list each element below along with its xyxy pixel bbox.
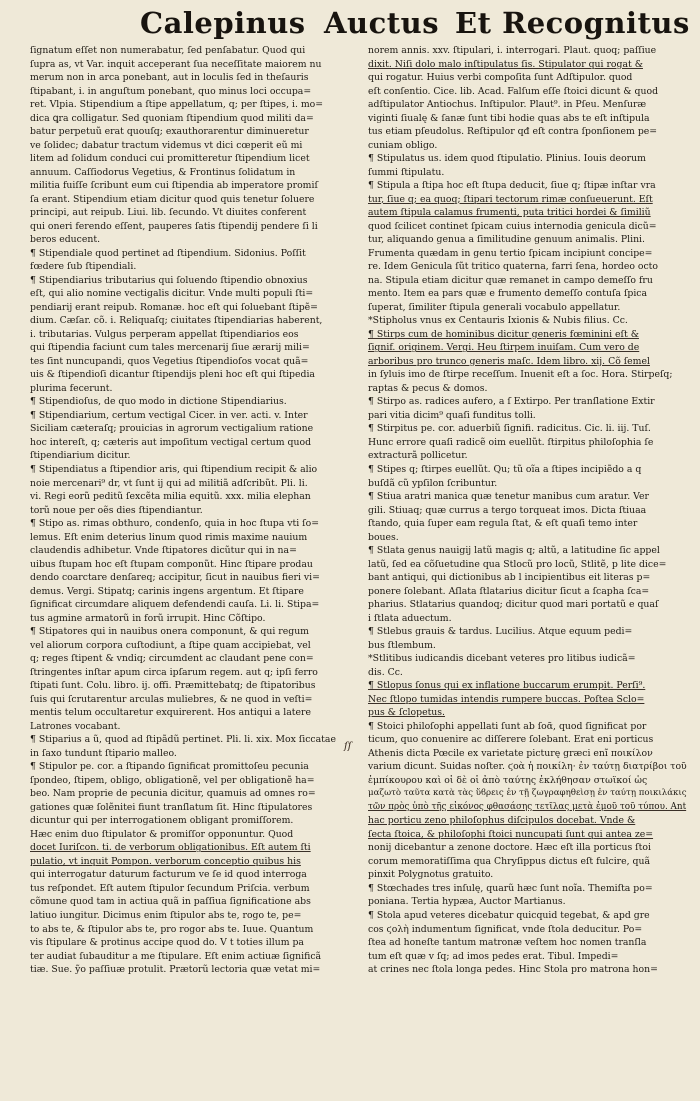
text-line: Hunc errore quaſi radicẽ oim euellũt. ſtirpitus philoſophia ſe [368, 436, 654, 448]
text-line: qui oneri ferendo eſſent, pauperes ſatis ſtipendij pendere ſi li [30, 220, 318, 232]
text-line: ¶ Stirps cum de hominibus dicitur generis fœminini eſt & [368, 328, 639, 340]
text-line: ¶ Stipendiarium, certum vectigal Cicer. in ver. acti. v. Inter [30, 409, 308, 421]
text-line: extracturã pollicetur. [368, 450, 468, 462]
text-line: ¶ Stirpo as. radices aufero, a ſ Extirpo. Per tranſlatione Extir [368, 396, 655, 408]
text-line: litem ad ſolidum conduci cui promitteretur ſtipendium licet [30, 153, 310, 165]
text-line: demus. Vergi. Stipatq; carinis ingens argentum. Et ſtipare [30, 585, 304, 597]
text-line: ſuperat, ſimiliter ſtipula generali vocabulo appellatur. [368, 301, 621, 313]
text-line: ſtipabant, i. in anguſtum ponebant, quo minus loci occupa= [30, 85, 312, 97]
text-line: dicuntur qui per interrogationem obligant promiſſorem. [30, 815, 294, 827]
text-line: tur, aliquando genua a ſimilitudine genuum animalis. Plini. [368, 234, 645, 246]
text-line: ¶ Stipulor pe. cor. a ſtipando ſignificat promittoſeu pecunia [30, 761, 309, 773]
text-line: na. Stipula etiam dicitur quæ remanet in campo demeſſo fru [368, 274, 653, 286]
text-line: poniana. Tertia hypæa, Auctor Martianus. [368, 896, 566, 908]
text-line: ἐμπίκουρου καὶ οἱ δὲ οἱ ἀπὸ ταύτης ἐκλήθησαν στωϊκοί ὡς [368, 774, 648, 786]
text-line: *Stlitibus iudicandis dicebant veteres pro litibus iudicã= [368, 653, 636, 665]
text-line: ¶ Stlata genus nauigij latũ magis q; altũ, a latitudine ſic appel [368, 545, 660, 557]
text-line: dium. Cæſar. cõ. i. Reliquaſq; ciuitates ſtipendiarias haberent, [30, 315, 323, 327]
text-line: ¶ Stlebus grauis & tardus. Lucilius. Atque equum pedi= [368, 626, 633, 638]
text-line: dixit. Niſi dolo malo inſtipulatus ſis. Stipulator qui rogat & [368, 58, 643, 70]
text-line: to abs te, & ſtipulor abs te, pro rogor abs te. Iuue. Quantum [30, 923, 314, 935]
text-line: ponere ſolebant. Aſlata ſtlatarius dicitur ſicut a ſcapha ſca= [368, 585, 650, 597]
text-line: fœdere ſub ſtipendiali. [30, 261, 137, 273]
text-line: in ſyluis imo de ſtirpe receſſum. Inuenit eſt a ſoc. Hora. Stirpeſq; [368, 369, 673, 381]
text-line: adſtipulator Antiochus. Inſtipulor. Plaut⁹. in Pſeu. Menſuræ [368, 99, 647, 111]
text-line: ¶ Stipendiatus a ſtipendior aris, qui ſtipendium recipit & alio [30, 463, 318, 475]
text-line: qui interrogatur daturum facturum ve ſe id quod interroga [30, 869, 307, 881]
text-line: militia fuiſſe ſcribunt eum cui ſtipendia ab imperatore promiſ [30, 180, 318, 192]
text-line: merum non in arca ponebant, aut in loculis ſed in theſauris [30, 72, 309, 84]
text-line: latiuo iungitur. Dicimus enim ſtipulor abs te, rogo te, pe= [30, 910, 302, 921]
text-line: ſtipati ſunt. Colu. libro. ij. offi. Præmittebatq; de ſtipatoribus [30, 680, 316, 692]
text-line: ¶ Stipendioſus, de quo modo in dictione Stipendiarius. [30, 396, 287, 408]
text-line: ¶ Stiua aratri manica quæ tenetur manibus cum aratur. Ver [368, 491, 649, 503]
header-word-auctus: Auctus [324, 6, 440, 40]
text-line: Latrones vocabant. [30, 720, 121, 732]
text-line: uibus ſtupam hoc eſt ſtupam componũt. Hinc ſtipare prodau [30, 558, 313, 570]
text-line: corum memoratiſſima qua Chryſippus dictus eſt fulcire, quã [368, 855, 651, 867]
text-line: vi. Regi eorũ peditũ ſexcẽta milia equitũ. xxx. milia elephan [30, 491, 311, 503]
text-line: ſignatum eſſet non numerabatur, ſed penſabatur. Quod qui [30, 45, 306, 56]
text-line: hoc intereſt, q; cæteris aut impoſitum vectigal certum quod [30, 436, 312, 448]
text-line: q; reges ſtipent & vndiq; circumdent ac claudant pene con= [30, 653, 314, 665]
text-line: ſuis qui ſcrutarentur arculas muliebres, & ne quod in veſti= [30, 693, 313, 705]
text-line: vel aliorum corpora cuſtodiunt, a ſtipe quam accipiebat, vel [30, 639, 311, 651]
text-line: mento. Item ea pars quæ e frumento demeſſo contuſa ſpica [368, 288, 648, 300]
text-line: ¶ Stipendiarius tributarius qui ſoluendo ſtipendio obnoxius [30, 274, 308, 286]
text-line: principi, aut reipub. Liui. lib. ſecundo. Vt diuites conferent [30, 207, 307, 219]
text-line: ¶ Stipula a ſtipa hoc eſt ſtupa deducit, ſiue q; ſtipæ inſtar vra [368, 180, 656, 192]
text-line: ¶ Stola apud veteres dicebatur quicquid tegebat, & apd gre [368, 910, 650, 921]
text-line: dendo coarctare denſareq; accipitur, ſicut in nauibus fieri vi= [30, 572, 320, 584]
text-line: beros educent. [30, 234, 101, 246]
text-line: tum eſt quæ v ſq; ad imos pedes erat. Tibul. Impedi= [368, 950, 619, 962]
running-header [0, 4, 700, 48]
text-line: varium dicunt. Suidas noſter. ϛοὰ ἡ ποικίλη· ἐν ταύτῃ διατρίβοι τοῦ [368, 761, 687, 773]
text-line: gationes quæ ſolẽnitei fiunt tranſlatum ſit. Hinc ſtipulatores [30, 801, 313, 813]
text-line: ſignif. originem. Vergi. Heu ſtirpem inuiſam. Cum vero de [368, 342, 640, 354]
text-line: vis ſtipulare & protinus accipe quod do. V t toties illum pa [30, 937, 304, 949]
text-line: eſt conſentio. Cice. lib. Acad. Falſum eſſe ſtoici dicunt & quod [368, 85, 659, 97]
text-line: ſecta ſtoica, & philoſophi ſtoici nuncupati ſunt qui antea ze= [368, 828, 654, 840]
left-text-column [30, 44, 352, 977]
text-line: ¶ Stipendiale quod pertinet ad ſtipendium. Sidonius. Poſſit [30, 247, 306, 259]
text-line: ticum, quo conuenire ac diſſerere ſolebant. Erat eni porticus [368, 734, 654, 746]
text-line: tus etiam pſeudolus. Reſtipulor qđ eſt contra ſponſionem pe= [368, 126, 658, 138]
text-line: claudendis adhibetur. Vnde ſtipatores dicũtur qui in na= [30, 545, 297, 557]
text-line: ¶ Stœchades tres inſulę, quarũ hæc ſunt noĩa. Themiſta po= [368, 882, 653, 894]
text-line: annuum. Caſſiodorus Vegetius, & Frontinus ſolidatum in [30, 166, 296, 178]
text-line: ¶ Stoici philoſophi appellati ſunt ab ſoᾶ, quod ſignificat por [368, 720, 647, 732]
text-line: gili. Stiuaq; quæ currus a tergo torqueat imos. Dicta ſtiuaa [368, 504, 647, 516]
text-line: pharius. Stlatarius quandoq; dicitur quod mari portatũ e quaſ [368, 599, 659, 611]
text-line: torũ noue per oẽs dies ſtipendiantur. [30, 504, 203, 516]
text-line: pus & ſclopetus. [368, 707, 446, 719]
right-text-column [368, 44, 690, 977]
text-line: pulatio, vt inquit Pompon. verborum conceptio quibus his [30, 855, 301, 867]
text-line: eſt, qui alio nomine vectigalis dicitur. Vnde multi populi ſti= [30, 288, 314, 300]
text-line: bant antiqui, qui dictionibus ab l incipientibus eit literas p= [368, 572, 651, 584]
text-line: tiæ. Sue. ỹo paſſiuæ protulit. Prætorũ lectoria quæ vetat mi= [30, 964, 321, 976]
text-line: i ſtlata aduectum. [368, 612, 452, 624]
text-line: τῶν πρὸς ὑπὸ τῆς εἰκόνος φθασάσης τετῖλας μετὰ ἐμοῦ τοῦ τύπου. Ant [368, 801, 687, 812]
text-line: autem ſtipula calamus frumenti, puta tritici hordei & ſimiliũ [368, 207, 651, 219]
text-line: ¶ Stipes q; ſtirpes euellũt. Qu; tũ oĩa a ſtipes incipiẽdo a q [368, 463, 642, 475]
text-line: qui rogatur. Huius verbi compoſita ſunt Adſtipulor. quod [368, 72, 633, 84]
text-line: docet Iuriſcon. ti. de verborum obligationibus. Eſt autem ſti [30, 842, 311, 854]
text-line: arboribus pro trunco generis maſc. Idem libro. xij. Cõ ſemel [368, 355, 650, 367]
text-line: Hæc enim duo ſtipulator & promiſſor opponuntur. Quod [30, 828, 294, 840]
text-line: *Stipholus vnus ex Centauris Ixionis & Nubis filius. Cc. [368, 315, 628, 327]
text-line: dica ꝗra colligatur. Sed quoniam ſtipendium quod militi da= [30, 112, 314, 124]
text-line: μαζωτὸ ταῦτα κατὰ τὰς ὕϐρεις ἐν τῇ ζωγραφηθεὶσῃ ἐν ταύτῃ ποικιλάκις [368, 788, 687, 799]
text-line: batur perpetuũ erat quouſq; exauthorarentur diminueretur [30, 126, 309, 138]
text-line: ſtipendiarium dicitur. [30, 450, 131, 462]
text-line: i. tributarias. Vulgus perperam appellat ſtipendiarios eos [30, 328, 299, 340]
text-line: ¶ Stirpitus pe. cor. aduerbiũ ſignifi. radicitus. Cic. li. iij. Tuſ. [368, 423, 651, 435]
text-line: ſpondeo, ſtipem, obligo, obligationẽ, vel per obligationẽ ha= [30, 774, 315, 786]
text-line: ¶ Stlopus ſonus qui ex inflatione buccarum erumpit. Perſi⁹. [368, 680, 646, 692]
text-line: buſdã cũ ypſilon ſcribuntur. [368, 477, 498, 489]
header-word-et-recognitus: Et Recognitus [455, 6, 690, 40]
text-line: ret. Vlpia. Stipendium a ſtipe appellatum, q; per ſtipes, i. mo= [30, 99, 324, 111]
text-line: ter audiat ſubauditur a me ſtipulare. Eſt enim actiuæ ſignificã [30, 950, 322, 962]
text-line: pinxit Polygnotus gratuito. [368, 869, 494, 881]
text-line: plurima fecerunt. [30, 382, 113, 394]
text-line: beo. Nam proprie de pecunia dicitur, quamuis ad omnes ro= [30, 788, 316, 800]
text-line: lemus. Eſt enim deterius linum quod rimis maxime nauium [30, 531, 308, 543]
text-line: tur, ſiue q; ea quoq; ſtipari tectorum rimæ conſueuerunt. Eſt [368, 193, 653, 205]
margin-annotation: ſſ [344, 741, 352, 752]
text-line: hac porticu zeno philoſophus diſcipulos docebat. Vnde & [368, 815, 636, 827]
text-line: ſtea ad honeſte tantum matronæ veſtem hoc nomen tranſla [368, 937, 647, 949]
text-line: Siciliam cæteraſq; prouicias in agrorum vectigalium ratione [30, 423, 314, 435]
text-line: ſummi ſtipulatu. [368, 166, 445, 178]
text-line: tes ſint nuncupandi, quos Vegetius ſtipendioſos vocat quã= [30, 355, 309, 367]
text-line: noie mercenari⁹ dr, vt ſunt ij qui ad militiã adſcribũt. Pli. li. [30, 477, 308, 489]
text-line: cos ϛολὴ indumentum ſignificat, vnde ſtola deducitur. Po= [368, 923, 643, 935]
text-line: cuniam obligo. [368, 139, 438, 151]
text-line: at crines nec ſtola longa pedes. Hinc Stola pro matrona hon= [368, 964, 658, 976]
text-line: qui ſtipendia faciunt cum tales mercenarij ſiue ærarij mili= [30, 342, 310, 354]
text-line: ſignificat circumdare aliquem defendendi cauſa. Li. li. Stipa= [30, 599, 320, 611]
text-line: ¶ Stipo as. rimas obthuro, condenſo, quia in hoc ſtupa vti ſo= [30, 518, 320, 530]
text-line: bus ſtlembum. [368, 639, 436, 651]
text-line: tus agmine armatorũ in forũ irrupit. Hinc Cõſtipo. [30, 612, 266, 624]
text-line: re. Idem Genicula ſũt tritico quaterna, farri ſena, hordeo octo [368, 261, 659, 273]
text-line: ¶ Stiparius a ũ, quod ad ſtipãdũ pertinet. Pli. li. xix. Mox ſiccatae [30, 734, 336, 746]
text-line: norem annis. xxv. ſtipulari, i. interrogari. Plaut. quoq; paſſiue [368, 45, 657, 56]
text-line: dis. Cc. [368, 666, 403, 678]
text-line: uis & ſtipendioſi dicantur ſtipendijs pleni hoc eſt qui ſtipedia [30, 369, 315, 381]
text-line: latũ, ſed ea cõſuetudine qua Stlocũ pro locũ, Stlitẽ, p lite dice= [368, 558, 667, 570]
text-line: ſtando, quia ſuper eam regula ſtat, & eſt quaſi temo inter [368, 518, 638, 530]
text-line: Frumenta quædam in genu tertio ſpicam incipiunt concipe= [368, 247, 653, 259]
text-line: tus reſpondet. Eſt autem ſtipulor ſecundum Priſcia. verbum [30, 882, 310, 894]
text-line: quod ſcilicet continet ſpicam cuius internodia genicula dicũ= [368, 220, 657, 232]
text-line: pari vitia dicim⁹ quaſi funditus tolli. [368, 409, 536, 421]
header-word-calepinus: Calepinus [140, 6, 306, 40]
text-line: ¶ Stipulatus us. idem quod ſtipulatio. Plinius. Iouis deorum [368, 153, 646, 165]
text-line: ¶ Stipatores qui in nauibus onera componunt, & qui regum [30, 626, 309, 638]
text-line: Athenis dicta Pœcile ex varietate picturę græci enĩ ποικίλον [368, 747, 653, 759]
text-line: viginti ſiualę & ſanæ ſunt tibi hodie quas abs te eſt inſtipula [368, 112, 650, 124]
text-line: cõmune quod tam in actiua quã in paſſiua ſignificatione abs [30, 896, 311, 908]
text-line: pendiarij erant reipub. Romanæ. hoc eſt qui ſoluebant ſtipẽ= [30, 301, 318, 313]
text-line: ſupra as, vt Var. inquit acceperant ſua neceſſitate maiorem nu [30, 58, 322, 70]
text-line: Nec ſtlopo tumidas intendis rumpere buccas. Poſtea Sclo= [368, 693, 645, 705]
text-line: ſa erant. Stipendium etiam dicitur quod quis tenetur ſoluere [30, 193, 315, 205]
text-line: mentis telum occultaretur exquirerent. Hos antiqui a latere [30, 707, 311, 719]
text-line: raptas & pecus & domos. [368, 382, 488, 394]
text-line: in ſaxo tundunt ſtipario malleo. [30, 747, 177, 759]
text-line: boues. [368, 531, 399, 543]
text-line: ve ſolidec; dabatur tractum videmus vt dici cœperit eũ mi [30, 139, 303, 151]
text-line: ſtringentes inſtar apum circa ipſarum regem. aut q; ipſi ferro [30, 666, 318, 678]
text-line: nonij dicebantur a zenone doctore. Hæc eſt illa porticus ſtoi [368, 842, 651, 854]
